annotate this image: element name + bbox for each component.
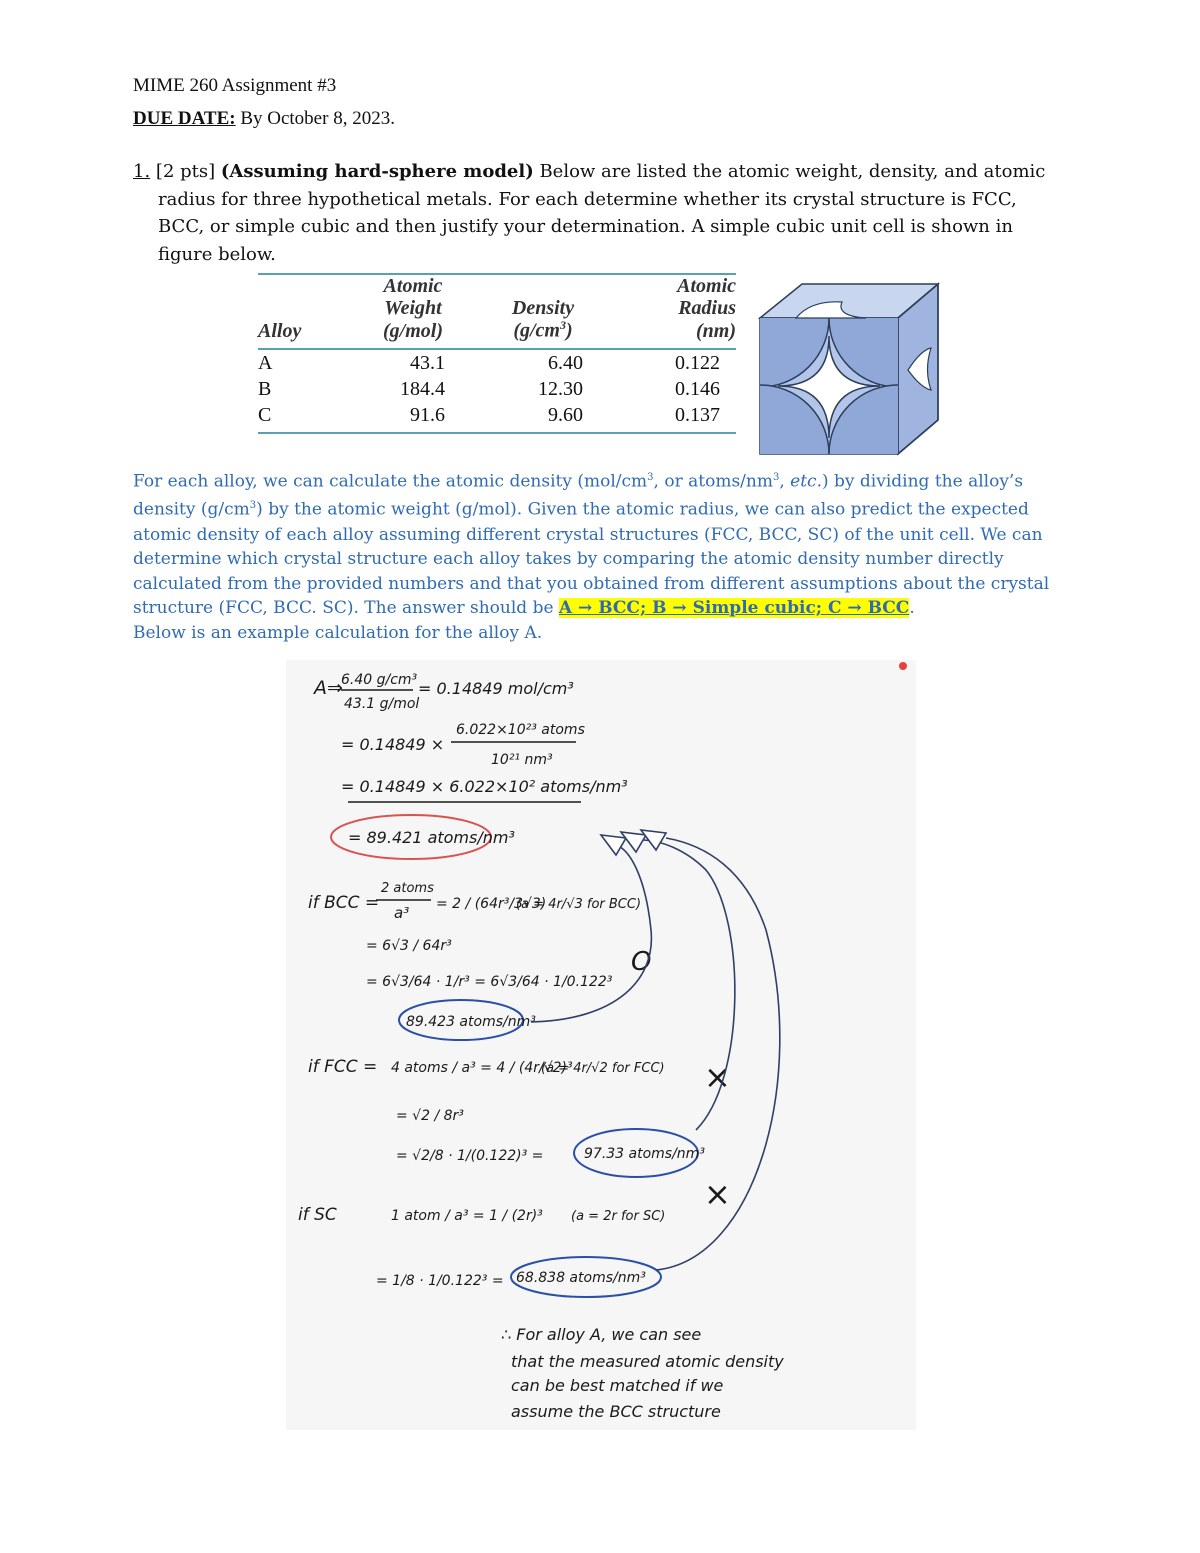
table-row — [258, 376, 736, 402]
table-bottom-rule — [258, 432, 736, 434]
hw-text: 1 atom / a³ = 1 / (2r)³ — [391, 1208, 543, 1224]
hw-text: 6.40 g/cm³ — [341, 672, 418, 688]
hw-text: 6.022×10²³ atoms — [456, 722, 585, 738]
cell-weight: 43.1 — [410, 352, 445, 375]
answer-text: determine which crystal structure each alloy takes by comparing the atomic density number directly — [133, 549, 1004, 570]
notes-background — [286, 660, 916, 1430]
question-1 — [133, 158, 1093, 268]
wrong-mark: × — [704, 1175, 731, 1213]
cell-density: 9.60 — [548, 404, 583, 427]
question-model: (Assuming hard-sphere model) — [220, 161, 534, 182]
hw-text: 2 atoms — [381, 881, 434, 896]
wrong-mark: × — [704, 1058, 731, 1096]
hw-text: (a = 4r/√2 for FCC) — [541, 1061, 665, 1076]
header-density: Density $(g/cm^3)$ — [511, 296, 575, 342]
answer-text: etc. — [790, 471, 822, 492]
hw-text: = 0.14849 mol/cm³ — [418, 679, 574, 698]
correct-mark: O — [631, 947, 652, 977]
hw-text: = √2 / 8r³ — [396, 1108, 464, 1124]
alloy-table — [258, 273, 736, 434]
answer-text: , or atoms/nm — [653, 471, 773, 492]
hw-text: = 1/8 · 1/0.122³ = — [376, 1273, 504, 1289]
due-date-line — [133, 107, 395, 131]
hw-result: = 89.421 atoms/nm³ — [348, 828, 515, 847]
question-text-2: radius for three hypothetical metals. For each determine whether its crystal structure is FCC, — [158, 188, 1017, 210]
superscript: 3 — [772, 472, 780, 483]
header-alloy: Alloy — [258, 319, 302, 342]
hw-text: 43.1 g/mol — [344, 696, 420, 712]
answer-text: density (g/cm — [133, 499, 250, 520]
cell-density: 6.40 — [548, 352, 583, 375]
simple-cubic-unit-cell-image — [756, 280, 942, 458]
hw-conclusion: ∴ For alloy A, we can see — [501, 1325, 702, 1344]
question-text-3: BCC, or simple cubic and then justify your determination. A simple cubic unit cell is shown in — [158, 216, 1013, 237]
cell-alloy: A — [258, 352, 273, 375]
cell-radius: 0.122 — [675, 352, 720, 375]
answer-text: , — [779, 471, 791, 492]
answer-text: structure (FCC, BCC. SC). The answer should be — [133, 598, 559, 619]
answer-text: . — [909, 598, 915, 619]
answer-text: For each alloy, we can calculate the atomic density (mol/cm — [133, 471, 648, 492]
due-date-value: By October 8, 2023. — [235, 108, 395, 129]
cell-alloy: B — [258, 378, 272, 401]
superscript: 3 — [647, 472, 654, 483]
hw-text: = 0.14849 × 6.022×10² atoms/nm³ — [341, 777, 628, 796]
table-row — [258, 350, 736, 376]
cell-radius: 0.137 — [675, 404, 720, 427]
answer-text: calculated from the provided numbers and that you obtained from different assumptions about the crystal — [133, 573, 1050, 594]
hw-result: 97.33 atoms/nm³ — [584, 1146, 705, 1162]
highlighted-answer: A → BCC; B → Simple cubic; C → BCC — [558, 598, 910, 619]
question-points: [2 pts] — [155, 161, 216, 182]
hw-text: if FCC = — [308, 1057, 378, 1077]
hw-conclusion: assume the BCC structure — [511, 1402, 721, 1421]
hw-text: (a = 2r for SC) — [571, 1209, 666, 1224]
table-body — [258, 348, 736, 428]
cell-radius: 0.146 — [675, 378, 720, 401]
answer-text: atomic density of each alloy assuming different crystal structures (FCC, BCC, SC) of the unit cell. We can — [133, 524, 1043, 545]
question-number: 1. — [133, 161, 151, 182]
table-row — [258, 402, 736, 428]
hw-text: a³ — [394, 904, 410, 922]
hw-result: 89.423 atoms/nm³ — [406, 1014, 536, 1030]
cell-alloy: C — [258, 404, 272, 427]
hw-text: 10²¹ nm³ — [491, 752, 553, 768]
hw-text: 4 atoms / a³ = 4 / (4r/√2)³ — [391, 1060, 573, 1076]
cell-weight: 91.6 — [410, 404, 445, 427]
hw-text: = 6√3 / 64r³ — [366, 938, 452, 954]
hw-text: A⇒ — [314, 677, 343, 699]
answer-text: ) by dividing the alloy’s — [821, 471, 1024, 492]
header-weight: Atomic Weight (g/mol) — [383, 275, 443, 342]
hw-conclusion: that the measured atomic density — [511, 1352, 784, 1371]
hw-text: = 2 / (64r³/3√3) — [436, 896, 547, 912]
question-text-1: Below are listed the atomic weight, density, and atomic — [533, 161, 1046, 182]
hw-text: = 6√3/64 · 1/r³ = 6√3/64 · 1/0.122³ — [366, 974, 613, 990]
question-text-4: figure below. — [158, 243, 276, 265]
cell-density: 12.30 — [538, 378, 583, 401]
hw-conclusion: can be best matched if we — [511, 1376, 724, 1395]
answer-text: ) by the atomic weight (g/mol). Given the atomic radius, we can also predict the expected — [256, 499, 1029, 520]
hw-text: if BCC = — [308, 893, 380, 913]
hw-text: = √2/8 · 1/(0.122)³ = — [396, 1148, 544, 1164]
answer-text: Below is an example calculation for the alloy A. — [133, 622, 543, 643]
hw-text: = 0.14849 × — [341, 735, 445, 754]
answer-paragraph — [133, 466, 1073, 645]
hw-result: 68.838 atoms/nm³ — [516, 1270, 646, 1286]
hw-text: if SC — [298, 1205, 337, 1225]
header-radius: Atomic Radius (nm) — [677, 275, 736, 342]
handwritten-calculation — [286, 660, 916, 1430]
cell-weight: 184.4 — [400, 378, 445, 401]
course-title: MIME 260 Assignment #3 — [133, 75, 337, 96]
hw-text: (a = 4r/√3 for BCC) — [516, 897, 642, 912]
due-date-label: DUE DATE: — [133, 108, 236, 129]
red-dot-icon — [899, 662, 907, 670]
superscript: 3 — [249, 500, 257, 512]
